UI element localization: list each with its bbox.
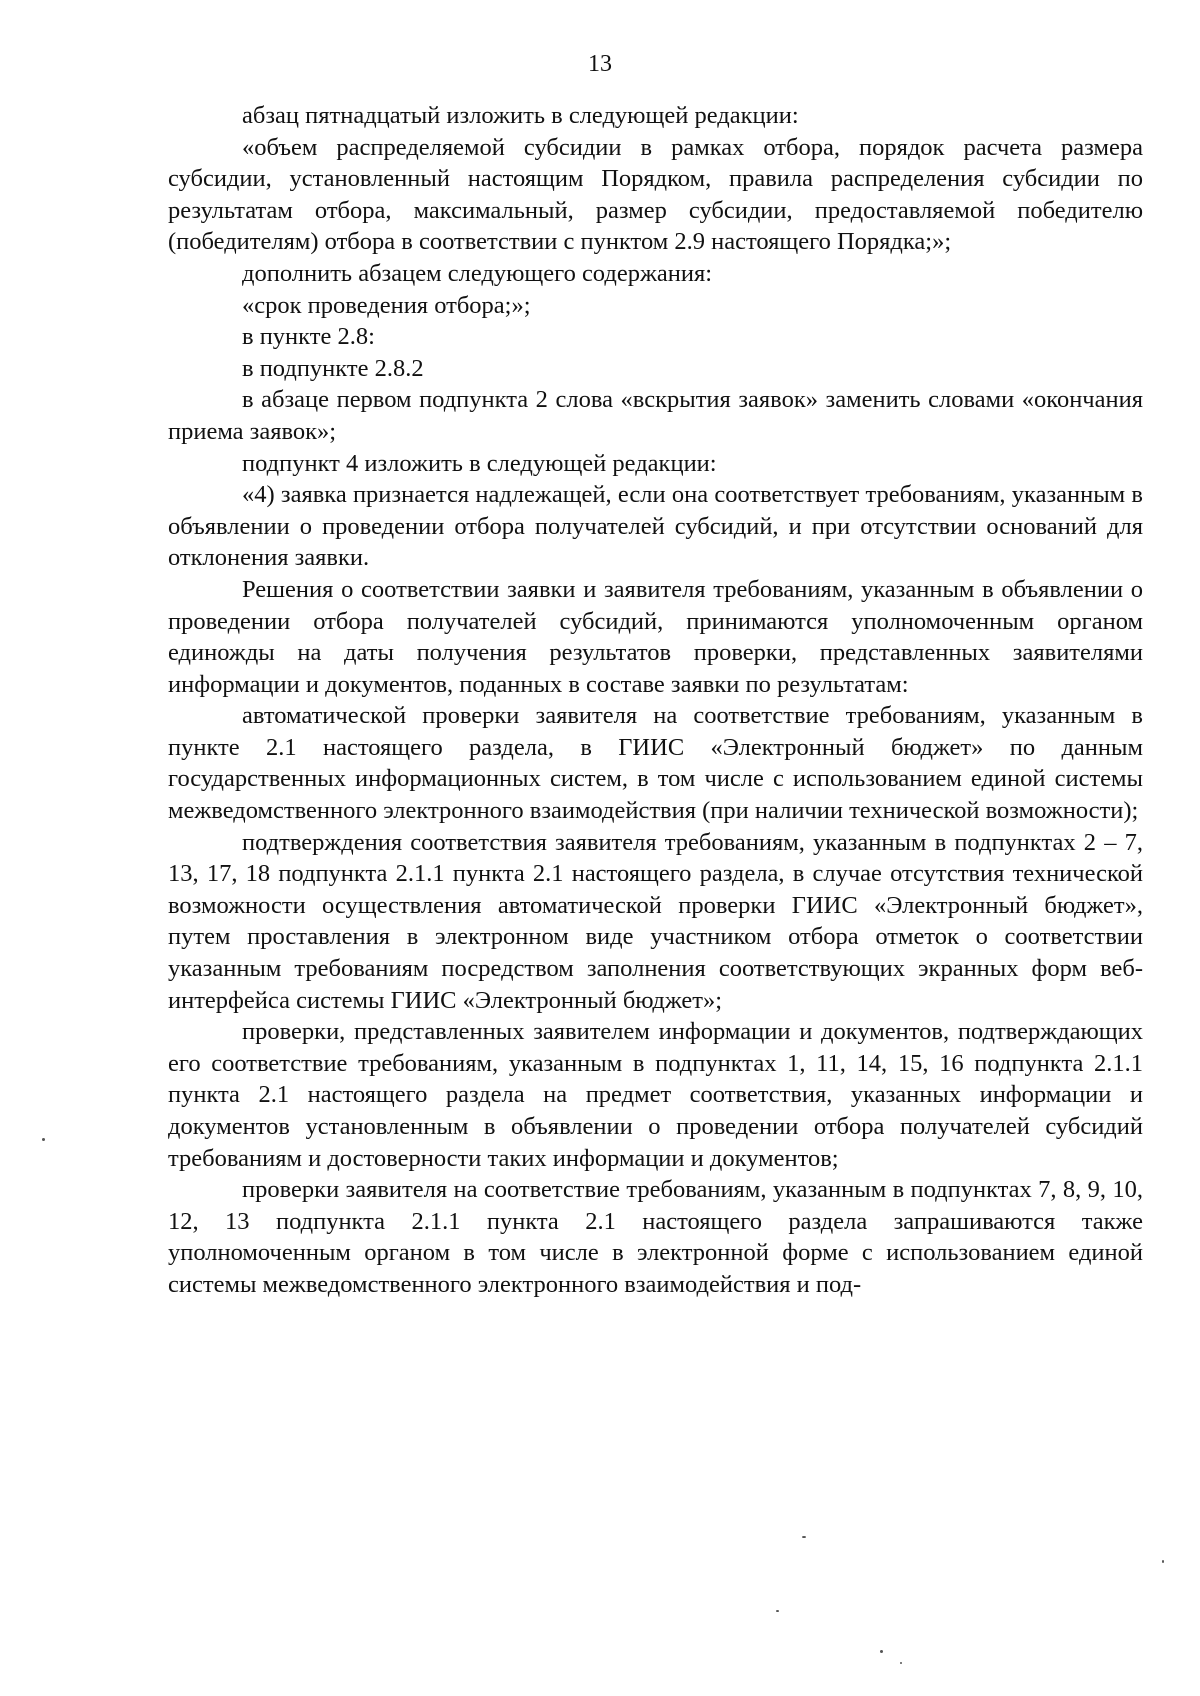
page-number: 13 bbox=[588, 51, 612, 77]
paragraph: дополнить абзацем следующего содержания: bbox=[242, 259, 713, 287]
document-body bbox=[168, 100, 1143, 1301]
scan-speck bbox=[42, 1138, 45, 1141]
paragraph: подтверждения соответствия заявителя требованиям, указанным в подпунктах 2 – 7, 13, 17, 18 подпункта 2.1.1 пункта 2.1 настоящего раздела, в случае отсутствия технической возможности осуществления автоматической проверки ГИИС «Электронный бюджет», путем проставления в электронном виде участником отбора отметок о соответствии указанным требованиям посредством заполнения соответствующих экранных форм веб-интерфейса системы ГИИС «Электронный бюджет»; bbox=[168, 828, 1143, 1014]
paragraph: проверки, представленных заявителем информации и документов, подтверждающих его соответствие требованиям, указанным в подпунктах 1, 11, 14, 15, 16 подпункта 2.1.1 пункта 2.1 настоящего раздела на предмет соответствия, указанных информации и документов установленным в объявлении о проведении отбора получателей субсидий требованиям и достоверности таких информации и документов; bbox=[168, 1018, 1143, 1172]
scan-speck bbox=[776, 1610, 779, 1612]
paragraph: «объем распределяемой субсидии в рамках отбора, порядок расчета размера субсидии, установленный настоящим Порядком, правила распределения субсидии по результатам отбора, максимальный, размер субсидии, предоставляемой победителю (победителям) отбора в соответствии с пунктом 2.9 настоящего Порядка;»; bbox=[168, 133, 1143, 256]
scan-speck bbox=[1162, 1560, 1164, 1563]
paragraph: абзац пятнадцатый изложить в следующей редакции: bbox=[242, 102, 799, 129]
scan-speck bbox=[900, 1662, 902, 1664]
paragraph: Решения о соответствии заявки и заявителя требованиям, указанным в объявлении о проведении отбора получателей субсидий, принимаются уполномоченным органом единожды на даты получения результатов проверки, представленных заявителями информации и документов, поданных в составе заявки по результатам: bbox=[168, 575, 1143, 698]
paragraph: проверки заявителя на соответствие требованиям, указанным в подпунктах 7, 8, 9, 10, 12, 13 подпункта 2.1.1 пункта 2.1 настоящего раздела запрашиваются также уполномоченным органом в том числе в электронной форме с использованием единой системы межведомственного электронного взаимодействия и под- bbox=[168, 1176, 1143, 1298]
scan-speck bbox=[802, 1536, 806, 1538]
paragraph: «4) заявка признается надлежащей, если она соответствует требованиям, указанным в объявлении о проведении отбора получателей субсидий, и при отсутствии оснований для отклонения заявки. bbox=[168, 481, 1143, 572]
paragraph: автоматической проверки заявителя на соответствие требованиям, указанным в пункте 2.1 настоящего раздела, в ГИИС «Электронный бюджет» по данным государственных информационных систем, в том числе с использованием единой системы межведомственного электронного взаимодействия (при наличии технической возможности); bbox=[168, 702, 1143, 825]
paragraph: в подпункте 2.8.2 bbox=[242, 354, 424, 382]
scan-speck bbox=[880, 1650, 883, 1653]
paragraph: подпункт 4 изложить в следующей редакции: bbox=[242, 449, 717, 477]
paragraph: в пункте 2.8: bbox=[242, 323, 375, 351]
paragraph: «срок проведения отбора;»; bbox=[242, 291, 531, 319]
paragraph: в абзаце первом подпункта 2 слова «вскрытия заявок» заменить словами «окончания приема заявок»; bbox=[168, 386, 1143, 445]
